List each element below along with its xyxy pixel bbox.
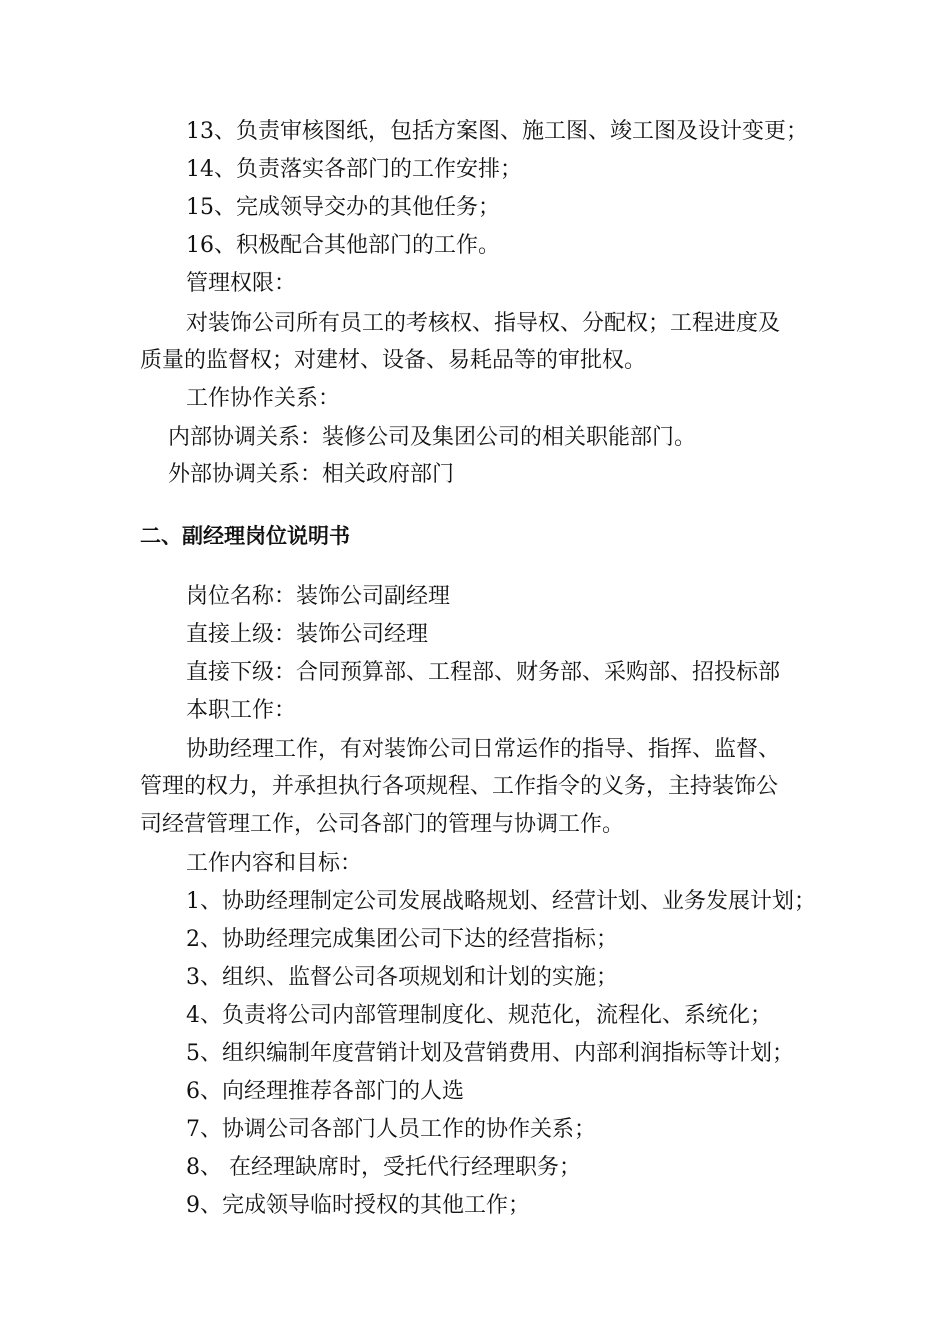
section-heading: 二、副经理岗位说明书	[140, 524, 350, 548]
content-item-7: 7、协调公司各部门人员工作的协作关系；	[186, 1117, 596, 1142]
authority-text-line-2: 质量的监督权；对建材、设备、易耗品等的审批权。	[140, 348, 647, 373]
duties-line-3: 司经营管理工作，公司各部门的管理与协调工作。	[140, 812, 625, 837]
content-item-5: 5、组织编制年度营销计划及营销费用、内部利润指标等计划；	[186, 1041, 794, 1066]
content-item-4: 4、负责将公司内部管理制度化、规范化，流程化、系统化；	[186, 1003, 772, 1028]
duties-label: 本职工作：	[186, 698, 297, 723]
content-item-9: 9、完成领导临时授权的其他工作；	[186, 1193, 530, 1218]
duty-item-14: 14、负责落实各部门的工作安排；	[186, 157, 522, 182]
content-item-2: 2、协助经理完成集团公司下达的经营指标；	[186, 927, 618, 952]
content-item-8: 8、 在经理缺席时，受托代行经理职务；	[186, 1155, 581, 1180]
relations-label: 工作协作关系：	[186, 386, 341, 411]
content-label: 工作内容和目标：	[186, 851, 363, 876]
duty-item-13: 13、负责审核图纸，包括方案图、施工图、竣工图及设计变更；	[186, 119, 808, 144]
duty-item-16: 16、积极配合其他部门的工作。	[186, 233, 500, 258]
content-item-6: 6、向经理推荐各部门的人选	[186, 1079, 464, 1104]
content-item-1: 1、协助经理制定公司发展战略规划、经营计划、业务发展计划；	[186, 889, 816, 914]
internal-relations: 内部协调关系：装修公司及集团公司的相关职能部门。	[168, 425, 697, 450]
duty-item-15: 15、完成领导交办的其他任务；	[186, 195, 500, 220]
external-relations: 外部协调关系：相关政府部门	[168, 462, 455, 487]
direct-subordinates: 直接下级：合同预算部、工程部、财务部、采购部、招投标部	[186, 660, 781, 685]
authority-text-line-1: 对装饰公司所有员工的考核权、指导权、分配权；工程进度及	[186, 311, 781, 336]
content-item-3: 3、组织、监督公司各项规划和计划的实施；	[186, 965, 618, 990]
position-name: 岗位名称：装饰公司副经理	[186, 584, 451, 609]
duties-line-2: 管理的权力，并承担执行各项规程、工作指令的义务，主持装饰公	[140, 774, 779, 799]
direct-superior: 直接上级：装饰公司经理	[186, 622, 429, 647]
duties-line-1: 协助经理工作，有对装饰公司日常运作的指导、指挥、监督、	[186, 737, 781, 762]
authority-label: 管理权限：	[186, 271, 297, 296]
